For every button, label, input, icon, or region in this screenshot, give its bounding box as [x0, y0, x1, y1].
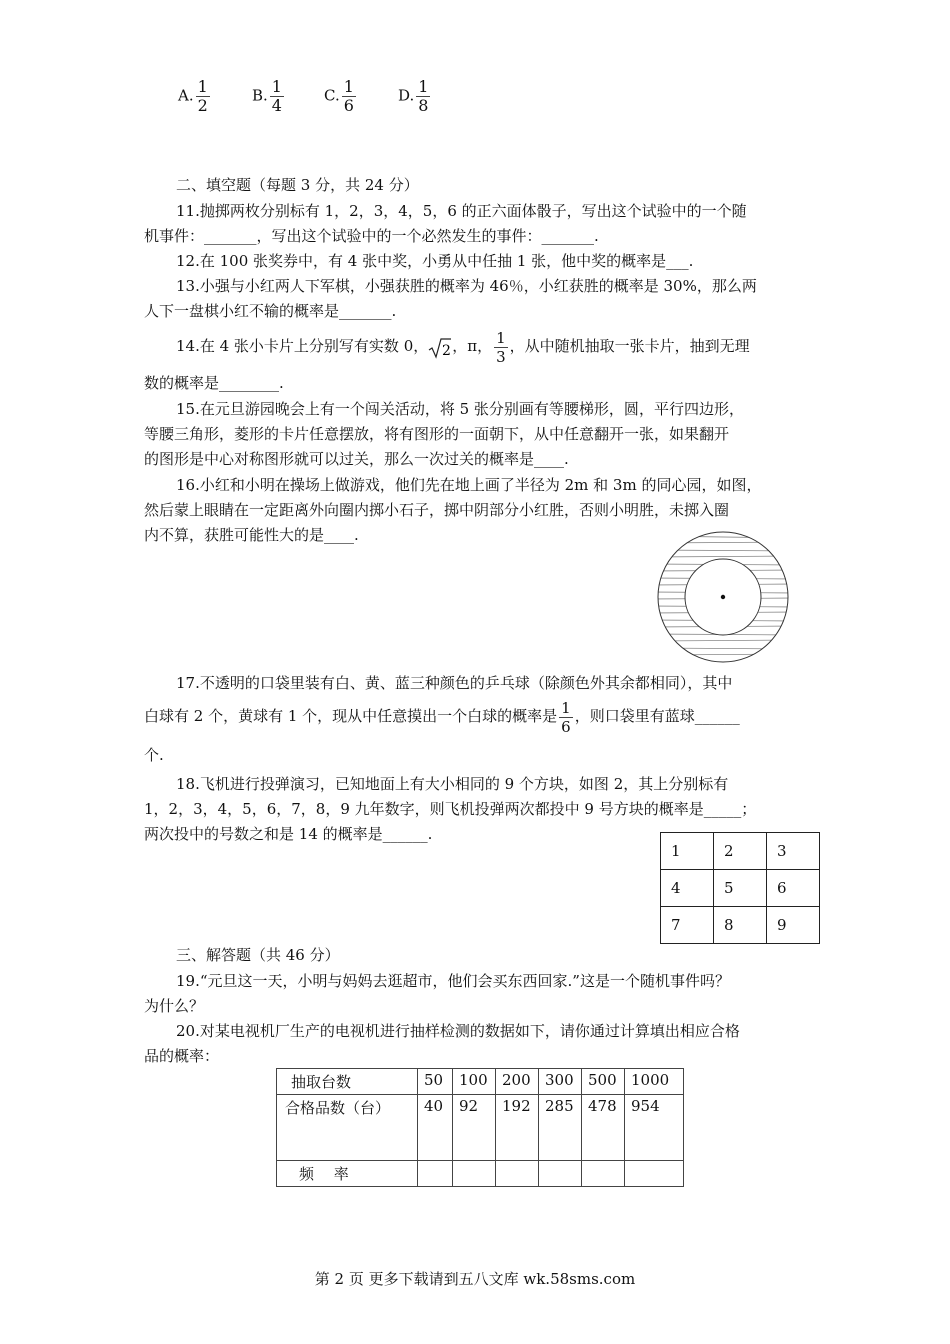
- grid-row: [661, 833, 820, 870]
- q14-line1: 14.在 4 张小卡片上分别写有实数 0， 2 ，π， $\frac{1}{3}$ ，从中随机抽取一张卡片，抽到无理: [176, 324, 750, 369]
- fraction: $\frac{1}{4}$: [271, 77, 282, 115]
- table-cell: 500: [582, 1069, 625, 1095]
- table-cell: [418, 1161, 453, 1187]
- table-cell: [453, 1161, 496, 1187]
- grid-cell: 7: [661, 907, 714, 944]
- section-title: 二、填空题（每题 3 分，共 24 分）: [176, 176, 419, 194]
- fraction: $\frac{1}{6}$: [343, 77, 354, 115]
- table-cell: 478: [582, 1095, 625, 1161]
- grid-cell: 2: [714, 833, 767, 870]
- table-cell: 92: [453, 1095, 496, 1161]
- q11-line1: 11.抛掷两枚分别标有 1，2，3，4，5，6 的正六面体骰子，写出这个试验中的一个随: [176, 202, 747, 220]
- grid-row: [661, 907, 820, 944]
- table-cell: [625, 1161, 684, 1187]
- fraction-one-third: $\frac{1}{3}$: [496, 328, 506, 366]
- q19-line1: 19.“元旦这一天，小明与妈妈去逛超市，他们会买东西回家.”这是一个随机事件吗？: [176, 972, 730, 990]
- q13-line1: 13.小强与小红两人下军棋，小强获胜的概率为 46％，小红获胜的概率是 30%，那么两: [176, 277, 757, 295]
- fraction: $\frac{1}{8}$: [418, 77, 429, 115]
- table-cell: 200: [496, 1069, 539, 1095]
- grid-cell: 4: [661, 870, 714, 907]
- table-cell: 192: [496, 1095, 539, 1161]
- grid-cell: 6: [767, 870, 820, 907]
- q19-line2: 为什么？: [144, 997, 205, 1015]
- table-cell: 1000: [625, 1069, 684, 1095]
- table-cell: 50: [418, 1069, 453, 1095]
- q11-line2: 机事件：_______，写出这个试验中的一个必然发生的事件：_______.: [144, 227, 599, 245]
- q15-line2: 等腰三角形，菱形的卡片任意摆放，将有图形的一面朝下，从中任意翻开一张，如果翻开: [144, 425, 730, 443]
- table-header-cell: 合格品数（台）: [277, 1095, 418, 1161]
- sampling-table: [276, 1068, 684, 1187]
- q18-line3: 两次投中的号数之和是 14 的概率是______.: [144, 825, 433, 843]
- section-title: 三、解答题（共 46 分）: [176, 946, 340, 964]
- option-b: [252, 78, 286, 115]
- option-label: A.: [178, 86, 194, 105]
- option-a: [178, 78, 212, 115]
- table-row: [277, 1161, 684, 1187]
- table-cell: [496, 1161, 539, 1187]
- q13-line2: 人下一盘棋小红不输的概率是_______.: [144, 302, 397, 320]
- q14-line2: 数的概率是________.: [144, 374, 284, 392]
- option-c: [324, 78, 358, 115]
- fraction: $\frac{1}{2}$: [197, 77, 208, 115]
- svg-text:2: 2: [442, 343, 452, 359]
- option-label: C.: [324, 86, 340, 105]
- table-row: [277, 1069, 684, 1095]
- q18-line1: 18.飞机进行投弹演习，已知地面上有大小相同的 9 个方块，如图 2，其上分别标有: [176, 775, 729, 793]
- q16-line1: 16.小红和小明在操场上做游戏，他们先在地上画了半径为 2m 和 3m 的同心园，如图，: [176, 476, 762, 494]
- grid-cell: 3: [767, 833, 820, 870]
- grid-cell: 5: [714, 870, 767, 907]
- option-label: B.: [252, 86, 268, 105]
- table-header-cell: 频 率: [277, 1161, 418, 1187]
- table-cell: 100: [453, 1069, 496, 1095]
- q20-line2: 品的概率：: [144, 1047, 220, 1065]
- sqrt-two: [428, 325, 452, 369]
- q16-line3: 内不算，获胜可能性大的是____.: [144, 526, 359, 544]
- q17-line2: 白球有 2 个，黄球有 1 个，现从中任意摸出一个白球的概率是 $\frac{1}{6}$ ，则口袋里有蓝球______: [144, 698, 740, 736]
- q17-line3: 个.: [144, 746, 164, 764]
- table-cell: 954: [625, 1095, 684, 1161]
- grid-row: [661, 870, 820, 907]
- concentric-circles-figure: [652, 526, 794, 668]
- table-header-cell: 抽取台数: [277, 1069, 418, 1095]
- q17-line1: 17.不透明的口袋里装有白、黄、蓝三种颜色的乒乓球（除颜色外其余都相同），其中: [176, 674, 733, 692]
- option-d: [398, 78, 432, 115]
- table-cell: 40: [418, 1095, 453, 1161]
- q12-line1: 12.在 100 张奖券中，有 4 张中奖，小勇从中任抽 1 张，他中奖的概率是___.: [176, 252, 694, 270]
- q18-line2: 1，2，3，4，5，6，7，8，9 九年数字，则飞机投弹两次都投中 9 号方块的概率是_____；: [144, 800, 757, 818]
- table-cell: [539, 1161, 582, 1187]
- number-grid: [660, 832, 820, 944]
- q15-line3: 的图形是中心对称图形就可以过关，那么一次过关的概率是____.: [144, 450, 569, 468]
- grid-cell: 1: [661, 833, 714, 870]
- table-cell: 285: [539, 1095, 582, 1161]
- option-label: D.: [398, 86, 415, 105]
- table-cell: [582, 1161, 625, 1187]
- page-footer: 第 2 页 更多下载请到五八文库 wk.58sms.com: [314, 1270, 636, 1288]
- table-cell: 300: [539, 1069, 582, 1095]
- grid-cell: 9: [767, 907, 820, 944]
- fraction-one-sixth: $\frac{1}{6}$: [561, 698, 571, 736]
- q15-line1: 15.在元旦游园晚会上有一个闯关活动，将 5 张分别画有等腰梯形，圆，平行四边形，: [176, 400, 744, 418]
- q20-line1: 20.对某电视机厂生产的电视机进行抽样检测的数据如下，请你通过计算填出相应合格: [176, 1022, 740, 1040]
- grid-cell: 8: [714, 907, 767, 944]
- q16-line2: 然后蒙上眼睛在一定距离外向圈内掷小石子，掷中阴部分小红胜，否则小明胜，未掷入圈: [144, 501, 730, 519]
- table-row: [277, 1095, 684, 1161]
